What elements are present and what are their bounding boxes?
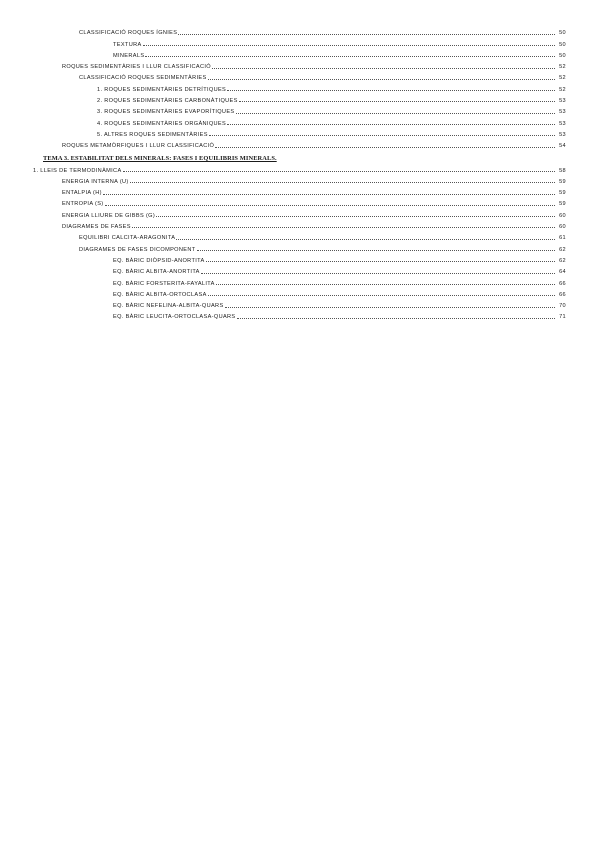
toc-entry[interactable] xyxy=(0,253,600,264)
toc-entry-label: EQ. BÀRIC LEUCITA-ORTOCLASA-QUARS xyxy=(113,314,236,321)
toc-entry[interactable] xyxy=(0,162,600,173)
toc-entry-label: DIAGRAMES DE FASES DICOMPONENT xyxy=(79,246,196,253)
table-of-contents xyxy=(0,25,600,320)
dot-leader xyxy=(103,194,555,195)
dot-leader xyxy=(216,284,555,285)
toc-entry[interactable] xyxy=(0,196,600,207)
toc-entry-page-number: 62 xyxy=(559,257,566,264)
dot-leader xyxy=(178,34,555,35)
toc-entry-page-number: 53 xyxy=(559,131,566,138)
dot-leader xyxy=(227,124,555,125)
toc-entry[interactable] xyxy=(0,104,600,115)
toc-entry-label: MINERALS xyxy=(113,52,145,59)
toc-entry[interactable] xyxy=(0,25,600,36)
toc-entry-page-number: 64 xyxy=(559,269,566,276)
dot-leader xyxy=(208,79,555,80)
toc-entry-page-number: 53 xyxy=(559,109,566,116)
dot-leader xyxy=(143,45,555,46)
toc-entry-page-number: 66 xyxy=(559,291,566,298)
dot-leader xyxy=(145,56,555,57)
toc-entry-label: ROQUES METAMÒRFIQUES I LLUR CLASSIFICACIÓ xyxy=(62,143,215,150)
toc-entry-label: ENTALPIA (H) xyxy=(62,190,102,197)
toc-entry-page-number: 59 xyxy=(559,178,566,185)
toc-entry-label: 3. ROQUES SEDIMENTÀRIES EVAPORÍTIQUES xyxy=(97,109,235,116)
toc-entry[interactable] xyxy=(0,48,600,59)
toc-entry[interactable] xyxy=(0,127,600,138)
dot-leader xyxy=(215,147,555,148)
dot-leader xyxy=(201,273,555,274)
toc-entry[interactable] xyxy=(0,264,600,275)
dot-leader xyxy=(105,205,556,206)
toc-entry[interactable] xyxy=(0,241,600,252)
dot-leader xyxy=(123,171,555,172)
toc-entry[interactable] xyxy=(0,138,600,149)
dot-leader xyxy=(176,239,555,240)
dot-leader xyxy=(239,101,555,102)
toc-entry-label: DIAGRAMES DE FASES xyxy=(62,224,131,231)
dot-leader xyxy=(197,250,556,251)
toc-entry[interactable] xyxy=(0,287,600,298)
toc-entry-label: ENERGIA LLIURE DE GIBBS (G) xyxy=(62,212,156,219)
dot-leader xyxy=(206,261,555,262)
toc-entry[interactable] xyxy=(0,275,600,286)
toc-entry-label: EQ. BÀRIC ALBITA-ANORTITA xyxy=(113,269,200,276)
section-heading[interactable] xyxy=(0,149,600,162)
toc-entry-page-number: 59 xyxy=(559,201,566,208)
dot-leader xyxy=(212,68,555,69)
toc-entry-page-number: 53 xyxy=(559,98,566,105)
toc-entry-label: ROQUES SEDIMENTÀRIES I LLUR CLASSIFICACIÓ xyxy=(62,64,211,71)
toc-entry-label: 5. ALTRES ROQUES SEDIMENTÀRIES xyxy=(97,131,208,138)
toc-entry-page-number: 50 xyxy=(559,30,566,37)
toc-section-previous xyxy=(0,25,600,149)
toc-entry-page-number: 60 xyxy=(559,224,566,231)
toc-section-tema-3 xyxy=(0,162,600,320)
dot-leader xyxy=(156,216,555,217)
toc-entry-page-number: 60 xyxy=(559,212,566,219)
toc-entry-page-number: 58 xyxy=(559,167,566,174)
toc-entry-page-number: 71 xyxy=(559,314,566,321)
toc-entry[interactable] xyxy=(0,309,600,320)
toc-entry-label: CLASSIFICACIÓ ROQUES ÍGNIES xyxy=(79,30,178,37)
toc-entry-label: 2. ROQUES SEDIMENTÀRIES CARBONÀTIQUES xyxy=(97,98,238,105)
toc-entry-page-number: 52 xyxy=(559,75,566,82)
dot-leader xyxy=(236,113,556,114)
dot-leader xyxy=(225,307,555,308)
toc-entry-label: 4. ROQUES SEDIMENTÀRIES ORGÀNIQUES xyxy=(97,120,227,127)
toc-entry[interactable] xyxy=(0,207,600,218)
toc-entry-page-number: 62 xyxy=(559,246,566,253)
toc-entry[interactable] xyxy=(0,115,600,126)
toc-entry-page-number: 54 xyxy=(559,143,566,150)
toc-entry-label: EQ. BÀRIC ALBITA-ORTOCLASA xyxy=(113,291,207,298)
dot-leader xyxy=(132,227,555,228)
toc-entry-label: CLASSIFICACIÓ ROQUES SEDIMENTÀRIES xyxy=(79,75,207,82)
toc-entry-label: 1. LLEIS DE TERMODINÀMICA xyxy=(33,167,122,174)
toc-entry[interactable] xyxy=(0,219,600,230)
toc-entry-label: EQ. BÀRIC FORSTERITA-FAYALITA xyxy=(113,280,215,287)
dot-leader xyxy=(130,182,555,183)
toc-entry-label: EQ. BÀRIC DIÒPSID-ANORTITA xyxy=(113,257,205,264)
toc-entry-page-number: 61 xyxy=(559,235,566,242)
toc-entry-page-number: 50 xyxy=(559,52,566,59)
dot-leader xyxy=(208,295,555,296)
toc-entry-page-number: 52 xyxy=(559,64,566,71)
toc-entry-label: ENERGIA INTERNA (U) xyxy=(62,178,129,185)
toc-entry-label: ENTROPIA (S) xyxy=(62,201,104,208)
dot-leader xyxy=(209,135,555,136)
toc-entry[interactable] xyxy=(0,70,600,81)
toc-entry-label: EQ. BÀRIC NEFELINA-ALBITA-QUARS xyxy=(113,303,224,310)
toc-entry-page-number: 53 xyxy=(559,120,566,127)
toc-entry-label: 1. ROQUES SEDIMENTÀRIES DETRÍTIQUES xyxy=(97,86,227,93)
toc-entry-page-number: 59 xyxy=(559,190,566,197)
toc-entry-label: EQUILIBRI CALCITA-ARAGONITA xyxy=(79,235,176,242)
dot-leader xyxy=(227,90,555,91)
toc-entry[interactable] xyxy=(0,185,600,196)
toc-entry[interactable] xyxy=(0,81,600,92)
toc-entry[interactable] xyxy=(0,298,600,309)
toc-entry-page-number: 70 xyxy=(559,303,566,310)
toc-entry[interactable] xyxy=(0,230,600,241)
toc-entry-label: TEXTURA xyxy=(113,41,142,48)
toc-entry-page-number: 50 xyxy=(559,41,566,48)
section-heading-text: TEMA 3. ESTABILITAT DELS MINERALS: FASES I EQUILIBRIS MINERALS. xyxy=(43,155,277,163)
toc-entry-page-number: 66 xyxy=(559,280,566,287)
toc-entry-page-number: 52 xyxy=(559,86,566,93)
dot-leader xyxy=(237,318,555,319)
toc-entry[interactable] xyxy=(0,93,600,104)
toc-entry[interactable] xyxy=(0,59,600,70)
toc-entry[interactable] xyxy=(0,36,600,47)
toc-entry[interactable] xyxy=(0,174,600,185)
